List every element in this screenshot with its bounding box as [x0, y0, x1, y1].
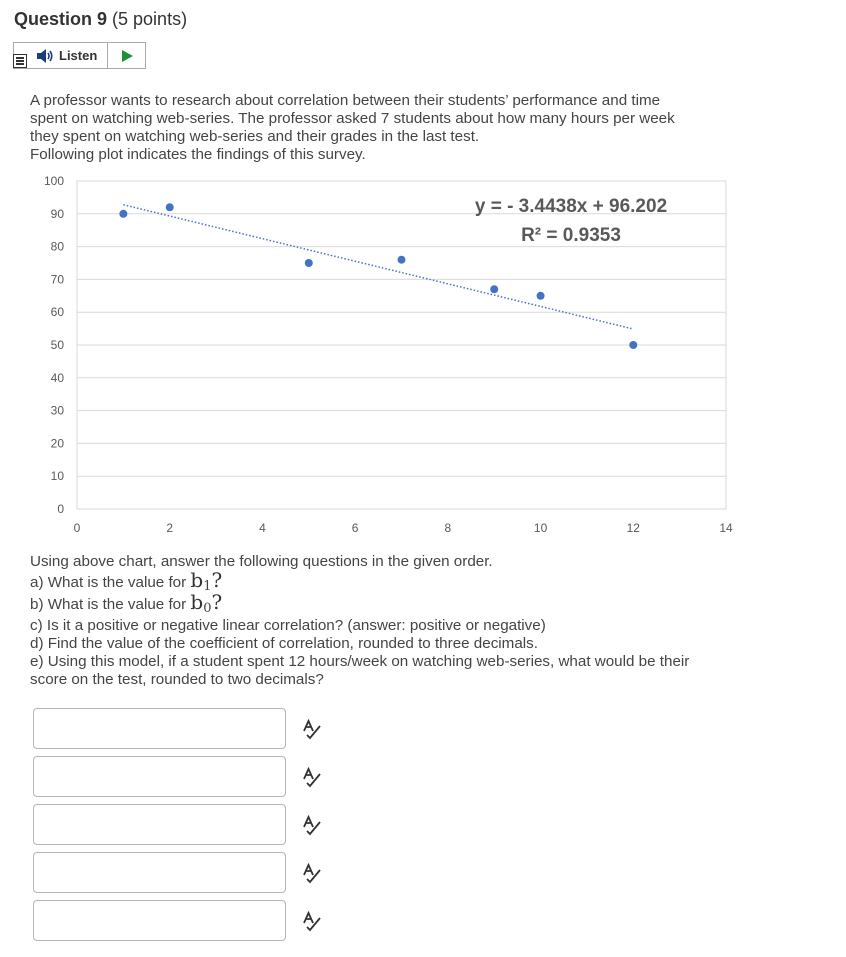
trendline-equation: y = - 3.4438x + 96.202: [474, 196, 668, 217]
spell-check-icon[interactable]: [301, 766, 323, 788]
answer-input-c[interactable]: [33, 804, 286, 845]
x-tick-label: 6: [351, 521, 359, 535]
y-tick-label: 30: [50, 403, 64, 418]
y-tick-label: 90: [50, 206, 64, 221]
math-sub: 0: [203, 601, 212, 616]
x-tick-label: 4: [259, 521, 266, 535]
question-b: [30, 590, 689, 617]
spell-check-icon[interactable]: [301, 862, 323, 884]
question-e-line1: e) Using this model, if a student spent 12 hours/week on watching web-series, what would be their: [30, 653, 690, 670]
questions-block: [30, 553, 689, 689]
data-point: [305, 259, 313, 267]
answer-row-b: [33, 756, 353, 798]
x-tick-label: 2: [166, 521, 174, 535]
data-point: [398, 256, 406, 264]
spell-check-icon[interactable]: [301, 910, 323, 932]
math-question-mark: ?: [211, 590, 223, 614]
spell-check-icon[interactable]: [301, 814, 323, 836]
question-points: (5 points): [112, 9, 188, 29]
answer-input-b[interactable]: [33, 756, 286, 797]
answer-input-d[interactable]: [33, 852, 286, 893]
data-point: [166, 203, 174, 211]
question-c: c) Is it a positive or negative linear correlation? (answer: positive or negative): [30, 617, 546, 634]
y-tick-label: 70: [50, 272, 64, 287]
spell-check-icon[interactable]: [301, 718, 323, 740]
x-tick-label: 0: [73, 521, 81, 535]
answer-input-e[interactable]: [33, 900, 286, 941]
x-tick-label: 14: [719, 521, 733, 535]
body-line: spent on watching web-series. The professor asked 7 students about how many hours per week: [30, 110, 675, 127]
questions-intro: Using above chart, answer the following questions in the given order.: [30, 553, 493, 570]
y-tick-label: 100: [43, 174, 64, 188]
question-a-text: a) What is the value for: [30, 574, 191, 591]
y-tick-label: 40: [50, 370, 64, 385]
question-e-line2: score on the test, rounded to two decimals?: [30, 671, 324, 688]
y-tick-label: 80: [50, 239, 64, 254]
y-tick-label: 50: [50, 338, 64, 352]
body-line: Following plot indicates the findings of this survey.: [30, 146, 366, 163]
answer-input-a[interactable]: [33, 708, 286, 749]
body-line: they spent on watching web-series and their grades in the last test.: [30, 128, 480, 145]
r-squared-label: R² = 0.9353: [521, 225, 621, 246]
answer-row-d: [33, 852, 353, 894]
x-tick-label: 8: [444, 521, 452, 535]
math-var-b: b: [190, 590, 204, 614]
answer-row-a: [33, 708, 353, 750]
x-tick-label: 12: [626, 521, 640, 535]
y-tick-label: 0: [57, 502, 64, 516]
math-var-b: b: [190, 568, 204, 592]
math-question-mark: ?: [211, 568, 223, 592]
x-tick-label: 10: [533, 521, 548, 535]
data-point: [537, 292, 545, 300]
math-sub: 1: [203, 579, 212, 594]
data-point: [490, 285, 498, 293]
question-a: [30, 568, 689, 594]
listen-label: Listen: [59, 48, 98, 63]
answer-row-e: [33, 900, 353, 942]
question-number: Question 9: [14, 9, 108, 29]
body-line: A professor wants to research about correlation between their students’ performance and time: [30, 92, 661, 109]
y-tick-label: 10: [50, 469, 64, 484]
question-b-text: b) What is the value for: [30, 596, 191, 613]
y-tick-label: 20: [50, 436, 64, 451]
trendline: [123, 205, 633, 329]
question-d: d) Find the value of the coefficient of correlation, rounded to three decimals.: [30, 635, 538, 652]
data-point: [629, 341, 637, 349]
data-point: [119, 210, 127, 218]
y-tick-label: 60: [50, 305, 64, 320]
answer-row-c: [33, 804, 353, 846]
